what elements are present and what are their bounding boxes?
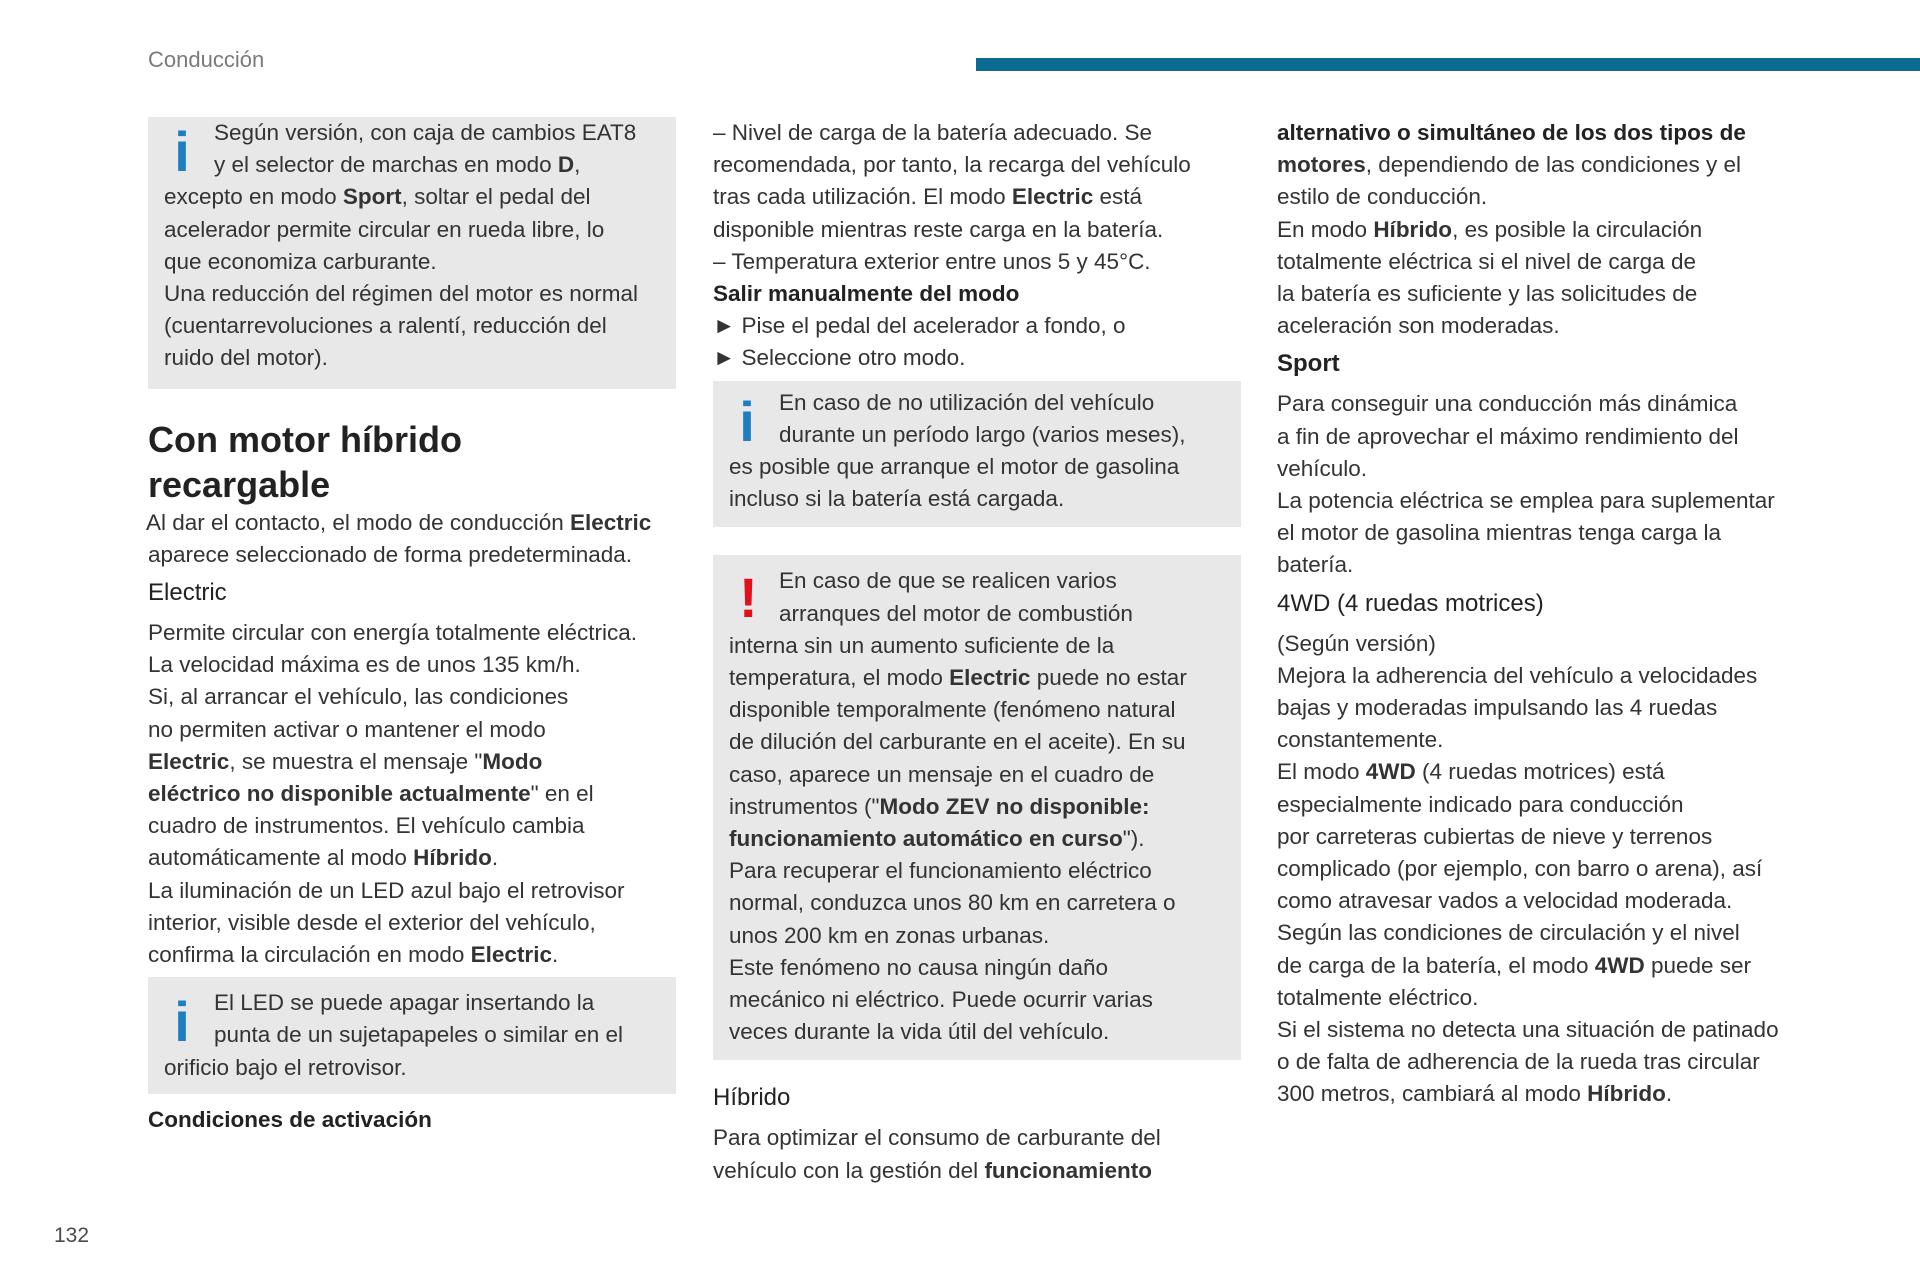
body-line: vehículo con la gestión del funcionamiento [713, 1157, 1152, 1183]
intro-text: Al dar el contacto, el modo de conducción Electric [146, 509, 652, 535]
body-line: tras cada utilización. El modo Electric está [713, 184, 1142, 210]
body-line: especialmente indicado para conducción [1277, 791, 1684, 817]
body-line: a fin de aprovechar el máximo rendimiento del [1277, 423, 1739, 449]
body-line: confirma la circulación en modo Electric. [148, 942, 559, 968]
page-number: 132 [54, 1224, 90, 1247]
conditions-heading: Condiciones de activación [148, 1106, 432, 1132]
exit-heading: Salir manualmente del modo [713, 281, 1020, 307]
body-line: La velocidad máxima es de unos 135 km/h. [148, 652, 581, 678]
body-line: – Temperatura exterior entre unos 5 y 45°C. [713, 248, 1151, 274]
awd-heading: 4WD (4 ruedas motrices) [1277, 589, 1544, 617]
body-line: Electric, se muestra el mensaje "Modo [148, 748, 543, 774]
note-line: mecánico ni eléctrico. Puede ocurrir varias [729, 987, 1153, 1013]
note-line: normal, conduzca unos 80 km en carretera o [729, 890, 1176, 916]
body-line: complicado (por ejemplo, con barro o arena), así [1277, 856, 1763, 882]
body-line: automáticamente al modo Híbrido. [148, 845, 499, 871]
body-line: 300 metros, cambiará al modo Híbrido. [1277, 1081, 1673, 1107]
note-line: arranques del motor de combustión [779, 600, 1133, 626]
note-line: que economiza carburante. [164, 248, 437, 274]
info-icon: i [739, 389, 755, 453]
note-line: incluso si la batería está cargada. [729, 486, 1065, 512]
note-line: El LED se puede apagar insertando la [214, 990, 595, 1016]
note-line: funcionamiento automático en curso"). [729, 826, 1145, 852]
body-line: no permiten activar o mantener el modo [148, 716, 546, 742]
body-line: La potencia eléctrica se emplea para suplementar [1277, 488, 1775, 514]
note-line: En caso de que se realicen varios [779, 568, 1117, 594]
sport-heading: Sport [1277, 350, 1340, 378]
body-line: (Según versión) [1277, 630, 1436, 656]
body-line: estilo de conducción. [1277, 184, 1488, 210]
bullet-item: ► Pise el pedal del acelerador a fondo, o [713, 313, 1126, 339]
note-line: punta de un sujetapapeles o similar en el [214, 1022, 624, 1048]
warning-note [713, 555, 1241, 1060]
column-2 [713, 117, 1241, 1187]
body-line: batería. [1277, 552, 1354, 578]
note-line: disponible temporalmente (fenómeno natural [729, 697, 1176, 723]
info-note [713, 381, 1241, 528]
body-line: Según las condiciones de circulación y el nivel [1277, 920, 1740, 946]
note-line: orificio bajo el retrovisor. [164, 1054, 407, 1080]
body-line: En modo Híbrido, es posible la circulación [1277, 216, 1703, 242]
note-line: En caso de no utilización del vehículo [779, 389, 1155, 415]
body-line: el motor de gasolina mientras tenga carga la [1277, 520, 1722, 546]
body-line: Para optimizar el consumo de carburante del [713, 1125, 1161, 1151]
body-line: la batería es suficiente y las solicitudes de [1277, 281, 1698, 307]
bullet-item: ► Seleccione otro modo. [713, 345, 966, 371]
intro-text: aparece seleccionado de forma predeterminada. [148, 541, 633, 567]
body-line: La iluminación de un LED azul bajo el retrovisor [148, 877, 625, 903]
note-line: temperatura, el modo Electric puede no estar [729, 665, 1187, 691]
note-line: es posible que arranque el motor de gasolina [729, 454, 1180, 480]
body-line: totalmente eléctrico. [1277, 984, 1479, 1010]
body-line: Mejora la adherencia del vehículo a velocidades [1277, 662, 1758, 688]
section-title: Con motor híbrido recargable [148, 418, 462, 505]
note-line: y el selector de marchas en modo D, [214, 152, 581, 178]
body-line: – Nivel de carga de la batería adecuado. Se [713, 120, 1153, 145]
note-line: instrumentos ("Modo ZEV no disponible: [729, 793, 1150, 819]
body-line: El modo 4WD (4 ruedas motrices) está [1277, 759, 1665, 785]
note-line: veces durante la vida útil del vehículo. [729, 1019, 1110, 1045]
body-line: o de falta de adherencia de la rueda tras circular [1277, 1049, 1760, 1075]
column-3 [1277, 117, 1817, 1111]
body-line: aceleración son moderadas. [1277, 313, 1560, 339]
info-note [148, 117, 676, 389]
note-line: ruido del motor). [164, 345, 328, 371]
body-line: constantemente. [1277, 727, 1444, 753]
body-line: Si, al arrancar el vehículo, las condiciones [148, 684, 569, 710]
note-line: Este fenómeno no causa ningún daño [729, 954, 1109, 980]
warning-icon: ! [739, 566, 758, 630]
body-line: de carga de la batería, el modo 4WD puede ser [1277, 952, 1752, 978]
note-line: interna sin un aumento suficiente de la [729, 632, 1115, 658]
body-line: Para conseguir una conducción más dinámica [1277, 391, 1738, 417]
hybrid-heading: Híbrido [713, 1084, 791, 1112]
body-line: por carreteras cubiertas de nieve y terrenos [1277, 823, 1713, 849]
column-1 [148, 117, 676, 1136]
body-line: como atravesar vados a velocidad moderada. [1277, 888, 1733, 914]
body-line: bajas y moderadas impulsando las 4 ruedas [1277, 695, 1718, 721]
body-line: eléctrico no disponible actualmente" en el [148, 781, 594, 807]
note-line: caso, aparece un mensaje en el cuadro de [729, 761, 1155, 787]
body-line: Si el sistema no detecta una situación de patinado [1277, 1017, 1779, 1043]
body-line: recomendada, por tanto, la recarga del vehículo [713, 152, 1191, 178]
note-line: Una reducción del régimen del motor es normal [164, 281, 638, 307]
note-line: (cuentarrevoluciones a ralentí, reducción del [164, 313, 607, 339]
body-line: Permite circular con energía totalmente eléctrica. [148, 620, 637, 646]
electric-heading: Electric [148, 579, 227, 607]
note-line: Según versión, con caja de cambios EAT8 [214, 120, 637, 145]
note-line: de dilución del carburante en el aceite). En su [729, 729, 1186, 755]
note-line: unos 200 km en zonas urbanas. [729, 922, 1050, 948]
body-line: cuadro de instrumentos. El vehículo cambia [148, 813, 585, 839]
body-line: disponible mientras reste carga en la batería. [713, 216, 1164, 242]
info-note [148, 977, 676, 1094]
header-section-label: Conducción [148, 47, 265, 72]
header-accent-bar [976, 58, 1920, 71]
body-line: interior, visible desde el exterior del vehículo, [148, 909, 596, 935]
body-line: totalmente eléctrica si el nivel de carga de [1277, 248, 1696, 274]
body-line: alternativo o simultáneo de los dos tipos de [1277, 120, 1746, 145]
info-icon: i [174, 990, 190, 1054]
body-line: vehículo. [1277, 455, 1368, 481]
note-line: Para recuperar el funcionamiento eléctrico [729, 858, 1152, 884]
note-line: acelerador permite circular en rueda libre, lo [164, 216, 605, 242]
body-line: motores, dependiendo de las condiciones y el [1277, 152, 1742, 178]
note-line: durante un período largo (varios meses), [779, 421, 1186, 447]
info-icon: i [174, 120, 190, 183]
note-line: excepto en modo Sport, soltar el pedal del [164, 184, 591, 210]
